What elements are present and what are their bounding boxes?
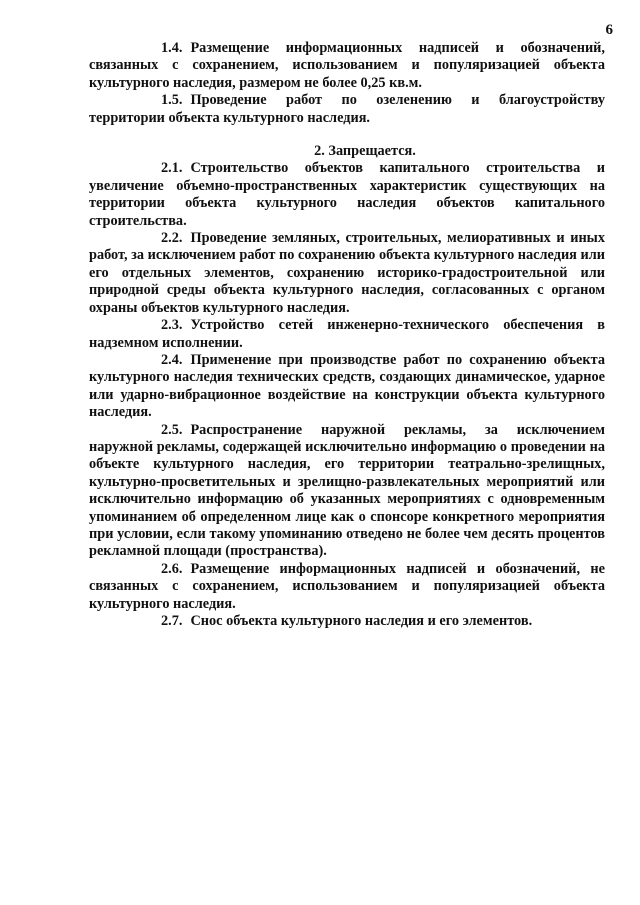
clause-2-1 — [89, 160, 605, 230]
clause-text: Применение при производстве работ по сохранению объекта культурного наследия технических средств, создающих динамическое, ударное или ударно-вибрационное воздействие на конструкции объекта культурного наследия. — [89, 351, 605, 421]
clause-number: 2.2. — [161, 230, 183, 247]
clause-number: 2.5. — [161, 421, 183, 438]
clause-1-5 — [89, 92, 605, 127]
document-body — [89, 40, 605, 630]
clause-text: Проведение работ по озеленению и благоустройству территории объекта культурного наследия. — [89, 92, 605, 126]
clause-text: Размещение информационных надписей и обозначений, связанных с сохранением, использованием и популяризацией объекта культурного наследия, размером не более 0,25 кв.м. — [89, 40, 605, 91]
clause-text: Устройство сетей инженерно-технического обеспечения в надземном исполнении. — [89, 317, 605, 351]
clause-number: 2.6. — [161, 560, 183, 577]
clause-2-5 — [89, 422, 605, 561]
clause-2-7 — [89, 613, 605, 630]
section-spacer — [89, 127, 605, 143]
clause-text: Размещение информационных надписей и обозначений, не связанных с сохранением, использованием и популяризацией объекта культурного наследия. — [89, 560, 605, 612]
page-number: 6 — [605, 22, 613, 38]
clause-number: 1.4. — [161, 40, 183, 56]
clause-text: Снос объекта культурного наследия и его элементов. — [190, 613, 533, 629]
section-heading: 2. Запрещается. — [314, 143, 416, 160]
clause-2-4 — [89, 352, 605, 422]
clause-text: Проведение земляных, строительных, мелиоративных и иных работ, за исключением работ по сохранению объекта культурного наследия или его отдельных элементов, сохранению историко-градостроительной или природной среды объекта культурного наследия, согласованных с органом охраны объектов культурного наследия. — [89, 230, 605, 316]
clause-number: 1.5. — [161, 92, 183, 109]
clause-number: 2.3. — [161, 317, 183, 334]
clause-2-3 — [89, 317, 605, 352]
clause-2-6 — [89, 561, 605, 613]
clause-1-4 — [89, 40, 605, 92]
clause-number: 2.4. — [161, 351, 183, 368]
clause-text: Распространение наружной рекламы, за исключением наружной рекламы, содержащей исключительно информацию о проведении на объекте культурного наследия, его территории театрально-зрелищных, культурно-просветительных и зрелищно-развлекательных мероприятий или исключительно информацию об указанных мероприятиях с одновременным упоминанием об определенном лице как о спонсоре конкретного мероприятия при условии, если такому упоминанию отведено не более чем десять процентов рекламной площади (пространства). — [89, 421, 605, 560]
clause-text: Строительство объектов капитального строительства и увеличение объемно-пространственных характеристик существующих на территории объекта культурного наследия объектов капитального строительства. — [89, 160, 605, 229]
clause-number: 2.7. — [161, 613, 183, 629]
clause-2-2 — [89, 230, 605, 317]
clause-number: 2.1. — [161, 160, 183, 177]
